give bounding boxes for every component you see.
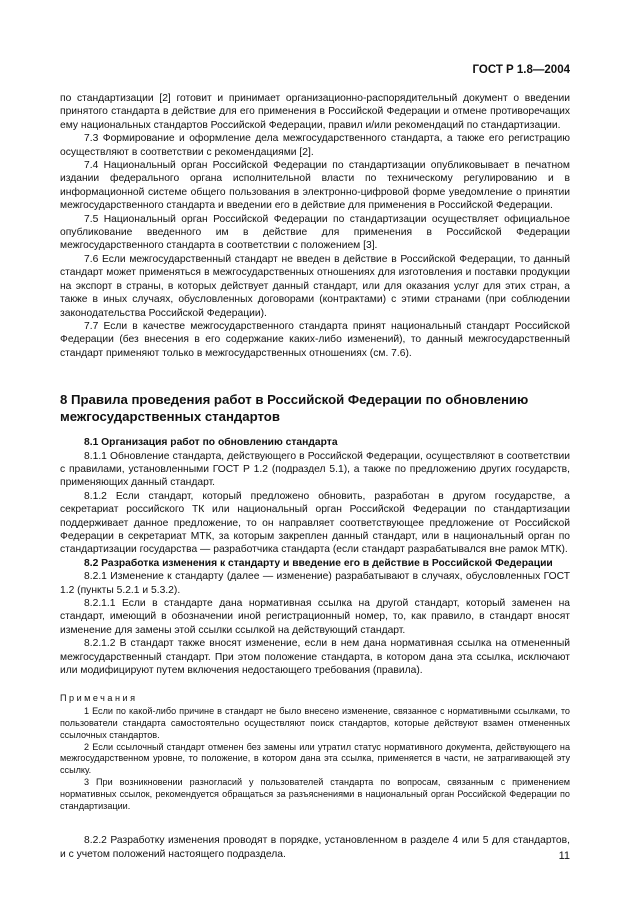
paragraph-7-6: 7.6 Если межгосударственный стандарт не введен в действие в Российской Федерации, то данный стандарт может применяться в межгосударственных отношениях для изготовления и поставки продукции на экспорт в страны, в которых действует данный стандарт, или для оказания услуг для этих стран, а также в иных случаях, обусловленных договорами (контрактами) с этими странами (при соблюдении законодательства Российской Федерации). [60,253,570,319]
notes-title: Примечания [60,693,138,704]
note-item: 3 При возникновении разногласий у пользователей стандарта по вопросам, связанным с применением нормативных ссылок, рекомендуется обращаться за разъяснениями в национальный орган Российской Федерации по стандартизации. [60,777,570,811]
document-code-header: ГОСТ Р 1.8—2004 [472,64,570,76]
paragraph-7-5: 7.5 Национальный орган Российской Федерации по стандартизации осуществляет официальное опубликование введенного им в действие для применения в Российской Федерации межгосударственного стандарта в соответствии с положением [3]. [60,213,570,252]
note-item: 1 Если по какой-либо причине в стандарт не было внесено изменение, связанное с нормативными ссылками, то пользователи стандарта самостоятельно осуществляют поиск стандартов, которые действуют взамен отмененных ссылочных стандартов. [60,706,570,740]
subsection-8-1-heading: 8.1 Организация работ по обновлению стандарта [84,437,338,449]
paragraph-8-2-1-2: 8.2.1.2 В стандарт также вносят изменение, если в нем дана нормативная ссылка на отмененный межгосударственный стандарт. При этом положение стандарта, в котором дана эта ссылка, исключают или модифицируют путем включения недостающего требования (правила). [60,638,570,677]
paragraph-7-3: 7.3 Формирование и оформление дела межгосударственного стандарта, а также его регистрацию осуществляют в соответствии с рекомендациями [2]. [60,133,570,158]
subsection-8-2-heading: 8.2 Разработка изменения к стандарту и введение его в действие в Российской Федерации [84,557,553,569]
paragraph-8-2-1: 8.2.1 Изменение к стандарту (далее — изменение) разрабатывают в случаях, обусловленных ГОСТ 1.2 (пункты 5.2.1 и 5.3.2). [60,571,570,596]
paragraph-8-1-1: 8.1.1 Обновление стандарта, действующего в Российской Федерации, осуществляют в соответствии с правилами, установленными ГОСТ Р 1.2 (подраздел 5.1), а также по предложению других государств, применяющих данный стандарт. [60,450,570,489]
paragraph-continuation: по стандартизации [2] готовит и принимает организационно-распорядительный документ о введении принятого стандарта в действие для его применения в Российской Федерации и отмене противоречащих ему национальных стандартов Российской Федерации, правил и/или рекомендаций по стандартизации. [60,93,570,131]
section-8-heading: 8 Правила проведения работ в Российской Федерации по обновлению межгосударственных стандартов [60,392,529,424]
paragraph-7-4: 7.4 Национальный орган Российской Федерации по стандартизации опубликовывает в печатном издании федерального органа исполнительной власти по техническому регулированию и в информационной системе общего пользования в электронно-цифровой форме уведомление о принятии межгосударственного стандарта и введении его в действие для применения в Российской Федерации. [60,160,570,212]
paragraph-8-1-2: 8.1.2 Если стандарт, который предложено обновить, разработан в другом государстве, а секретариат российского ТК или национальный орган Российской Федерации по стандартизации поддерживает данное предложение, то он направляет соответствующее предложение от Российской Федерации в секретариат МТК, за которым закреплен данный стандарт, или в национальный орган по стандартизации государства — разработчика стандарта (если стандарт разрабатывался вне рамок МТК). [60,490,570,556]
page-body [60,92,570,861]
paragraph-8-2-2: 8.2.2 Разработку изменения проводят в порядке, установленном в разделе 4 или 5 для стандартов, и с учетом положений настоящего подраздела. [60,835,570,860]
paragraph-8-2-1-1: 8.2.1.1 Если в стандарте дана нормативная ссылка на другой стандарт, который заменен на стандарт, имеющий в обозначении иной регистрационный номер, то, как правило, в стандарт вносят изменение для замены этой ссылки ссылкой на действующий стандарт. [60,598,570,636]
paragraph-7-7: 7.7 Если в качестве межгосударственного стандарта принят национальный стандарт Российской Федерации (без внесения в его содержание каких-либо изменений), то данный межгосударственный стандарт применяют только в межгосударственных отношениях (см. 7.6). [60,320,570,359]
page-number: 11 [558,850,570,862]
note-item: 2 Если ссылочный стандарт отменен без замены или утратил статус нормативного документа, действующего на межгосударственном уровне, то положение, в котором дана эта ссылка, применяется в части, не затрагивающей эту ссылку. [60,741,570,776]
notes-block [60,693,570,812]
